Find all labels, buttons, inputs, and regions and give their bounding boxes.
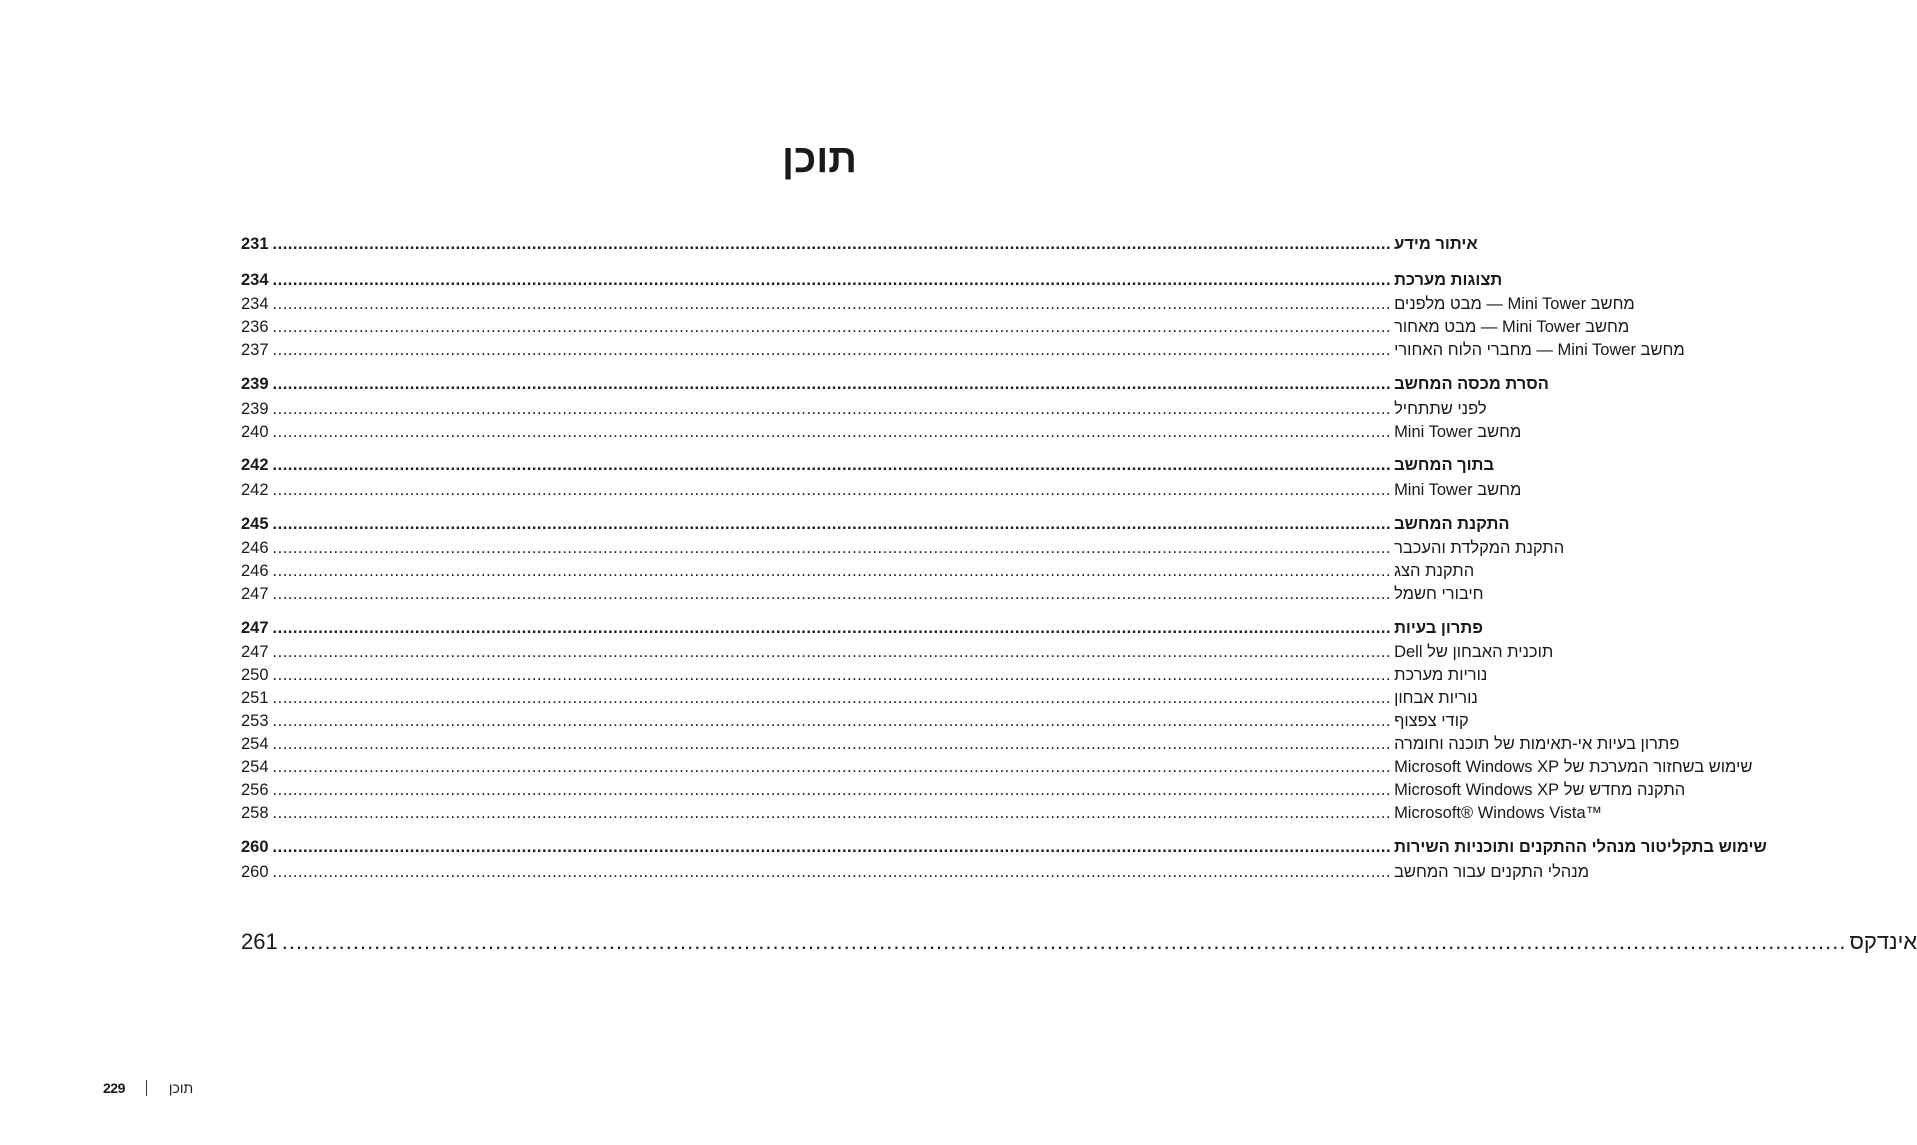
- toc-section-row[interactable]: [241, 687, 1478, 709]
- toc-dot-leader: ............................................................................................................................................................................................................................: [272, 666, 1392, 684]
- toc-page-number: 239: [241, 400, 269, 418]
- toc-page-number: 236: [241, 318, 269, 336]
- toc-chapter-row[interactable]: [241, 269, 1503, 291]
- toc-dot-leader: ............................................................................................................................................................................................................................: [272, 735, 1392, 753]
- toc-section-row[interactable]: [241, 779, 1686, 801]
- toc-page-number: 256: [241, 781, 269, 799]
- toc-dot-leader: ............................................................................................................................................................................................................................: [272, 585, 1392, 603]
- toc-dot-leader: ............................................................................................................................................................................................................................: [272, 838, 1392, 856]
- toc-dot-leader: ............................................................................................................................................................................................................................: [272, 456, 1392, 474]
- toc-entry-text: שימוש בשחזור המערכת של Microsoft Windows XP: [1394, 758, 1753, 776]
- toc-dot-leader: ............................................................................................................................................................................................................................: [272, 341, 1392, 359]
- toc-page-number: 234: [241, 295, 269, 313]
- footer-section-label: תוכן: [168, 1080, 194, 1096]
- toc-section-row[interactable]: [241, 398, 1487, 420]
- toc-page-number: 246: [241, 539, 269, 557]
- toc-page-number: 242: [241, 481, 269, 499]
- toc-page-number: 254: [241, 758, 269, 776]
- toc-dot-leader: ............................................................................................................................................................................................................................: [272, 295, 1392, 313]
- toc-dot-leader: ............................................................................................................................................................................................................................: [272, 515, 1392, 533]
- toc-dot-leader: ............................................................................................................................................................................................................................: [281, 929, 1847, 954]
- toc-dot-leader: ............................................................................................................................................................................................................................: [272, 481, 1392, 499]
- toc-page-number: 258: [241, 804, 269, 822]
- toc-entry-text: מחשב Mini Tower: [1394, 481, 1522, 499]
- toc-section-row[interactable]: [241, 733, 1680, 755]
- toc-section-row[interactable]: [241, 710, 1469, 732]
- toc-entry-text: נוריות אבחון: [1394, 689, 1478, 707]
- toc-chapter-row[interactable]: [241, 513, 1510, 535]
- toc-dot-leader: ............................................................................................................................................................................................................................: [272, 562, 1392, 580]
- toc-entry-text: בתוך המחשב: [1394, 456, 1495, 474]
- toc-dot-leader: ............................................................................................................................................................................................................................: [272, 235, 1392, 253]
- toc-dot-leader: ............................................................................................................................................................................................................................: [272, 643, 1392, 661]
- toc-dot-leader: ............................................................................................................................................................................................................................: [272, 863, 1392, 881]
- toc-section-row[interactable]: [241, 339, 1685, 361]
- toc-entry-text: איתור מידע: [1394, 235, 1478, 253]
- toc-page-number: 260: [241, 863, 269, 881]
- toc-page-number: 254: [241, 735, 269, 753]
- toc-dot-leader: ............................................................................................................................................................................................................................: [272, 539, 1392, 557]
- toc-dot-leader: ............................................................................................................................................................................................................................: [272, 758, 1392, 776]
- toc-entry-text: מחשב Mini Tower — מבט מלפנים: [1394, 295, 1635, 313]
- footer-divider: [146, 1080, 147, 1096]
- toc-entry-text: מחשב Mini Tower — מחברי הלוח האחורי: [1394, 341, 1685, 359]
- toc-entry-text: Microsoft® Windows Vista™: [1394, 804, 1603, 822]
- toc-entry-text: תוכנית האבחון של Dell: [1394, 643, 1554, 661]
- toc-dot-leader: ............................................................................................................................................................................................................................: [272, 423, 1392, 441]
- toc-section-row[interactable]: [241, 316, 1630, 338]
- toc-section-row[interactable]: [241, 861, 1590, 883]
- toc-entry-text: מחשב Mini Tower: [1394, 423, 1522, 441]
- toc-page-number: 239: [241, 375, 269, 393]
- toc-section-row[interactable]: [241, 583, 1484, 605]
- toc-page-number: 260: [241, 838, 269, 856]
- toc-section-row[interactable]: [241, 664, 1488, 686]
- toc-section-row[interactable]: [241, 293, 1635, 315]
- toc-page-number: 246: [241, 562, 269, 580]
- toc-chapter-row[interactable]: [241, 617, 1483, 639]
- page-footer: [103, 1077, 193, 1099]
- page-title: תוכן: [782, 137, 857, 181]
- toc-page-number: 245: [241, 515, 269, 533]
- toc-entry-text: נוריות מערכת: [1394, 666, 1488, 684]
- toc-section-row[interactable]: [241, 537, 1565, 559]
- toc-dot-leader: ............................................................................................................................................................................................................................: [272, 804, 1392, 822]
- toc-page-number: 242: [241, 456, 269, 474]
- toc-dot-leader: ............................................................................................................................................................................................................................: [272, 619, 1392, 637]
- toc-entry-text: התקנת המחשב: [1394, 515, 1510, 533]
- toc-section-row[interactable]: [241, 756, 1753, 778]
- toc-entry-text: לפני שתתחיל: [1394, 400, 1487, 418]
- toc-page-number: 251: [241, 689, 269, 707]
- toc-entry-text: מחשב Mini Tower — מבט מאחור: [1394, 318, 1630, 336]
- footer-page-number: 229: [103, 1080, 125, 1096]
- toc-page-number: 247: [241, 619, 269, 637]
- toc-entry-text: תצוגות מערכת: [1394, 271, 1503, 289]
- toc-page-number: 234: [241, 271, 269, 289]
- toc-entry-text: פתרון בעיות: [1394, 619, 1483, 637]
- toc-dot-leader: ............................................................................................................................................................................................................................: [272, 318, 1392, 336]
- toc-section-row[interactable]: [241, 802, 1603, 824]
- toc-page-number: 240: [241, 423, 269, 441]
- toc-entry-text: שימוש בתקליטור מנהלי ההתקנים ותוכניות השירות: [1394, 838, 1767, 856]
- toc-chapter-row[interactable]: [241, 454, 1495, 476]
- toc-page-number: 261: [241, 929, 278, 954]
- toc-section-row[interactable]: [241, 421, 1522, 443]
- toc-page-number: 237: [241, 341, 269, 359]
- toc-entry-text: התקנת הצג: [1394, 562, 1475, 580]
- toc-page-number: 253: [241, 712, 269, 730]
- toc-page-number: 250: [241, 666, 269, 684]
- toc-page-number: 247: [241, 643, 269, 661]
- toc-entry-text: אינדקס: [1849, 929, 1917, 954]
- toc-section-row[interactable]: [241, 560, 1475, 582]
- toc-entry-text: הסרת מכסה המחשב: [1394, 375, 1549, 393]
- toc-entry-text: התקנה מחדש של Microsoft Windows XP: [1394, 781, 1686, 799]
- toc-dot-leader: ............................................................................................................................................................................................................................: [272, 400, 1392, 418]
- toc-dot-leader: ............................................................................................................................................................................................................................: [272, 689, 1392, 707]
- toc-chapter-row[interactable]: [241, 836, 1767, 858]
- toc-dot-leader: ............................................................................................................................................................................................................................: [272, 781, 1392, 799]
- toc-dot-leader: ............................................................................................................................................................................................................................: [272, 375, 1392, 393]
- toc-entry-text: התקנת המקלדת והעכבר: [1394, 539, 1565, 557]
- toc-page-number: 231: [241, 235, 269, 253]
- toc-chapter-row[interactable]: [241, 373, 1549, 395]
- toc-dot-leader: ............................................................................................................................................................................................................................: [272, 712, 1392, 730]
- toc-entry-text: קודי צפצוף: [1394, 712, 1469, 730]
- toc-dot-leader: ............................................................................................................................................................................................................................: [272, 271, 1392, 289]
- toc-entry-text: פתרון בעיות אי-תאימות של תוכנה וחומרה: [1394, 735, 1680, 753]
- toc-section-row[interactable]: [241, 479, 1522, 501]
- toc-entry-text: מנהלי התקנים עבור המחשב: [1394, 863, 1590, 881]
- toc-section-row[interactable]: [241, 641, 1554, 663]
- toc-appendix-row[interactable]: [241, 927, 1917, 957]
- toc-entry-text: חיבורי חשמל: [1394, 585, 1484, 603]
- toc-chapter-row[interactable]: [241, 233, 1478, 255]
- toc-page-number: 247: [241, 585, 269, 603]
